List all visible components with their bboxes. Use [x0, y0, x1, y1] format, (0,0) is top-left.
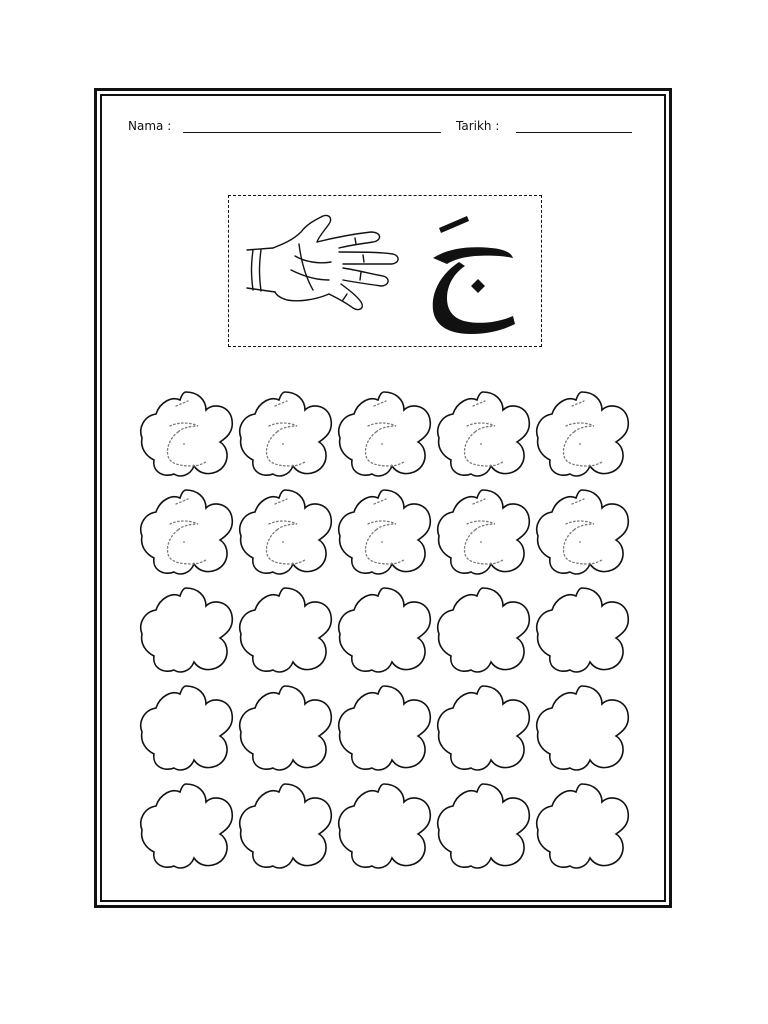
- flower-cell[interactable]: [339, 686, 431, 770]
- flower-cell[interactable]: [240, 686, 332, 770]
- name-field[interactable]: [183, 132, 441, 133]
- flower-cell[interactable]: [141, 588, 233, 672]
- flower-cell[interactable]: [537, 490, 629, 574]
- flower-cell[interactable]: [537, 392, 629, 476]
- flower-cell[interactable]: [339, 784, 431, 868]
- flower-cell[interactable]: [438, 490, 530, 574]
- flower-cell[interactable]: [438, 784, 530, 868]
- flower-cell[interactable]: [240, 588, 332, 672]
- flower-cell[interactable]: [141, 392, 233, 476]
- date-label: Tarikh :: [456, 119, 500, 133]
- flower-cell[interactable]: [339, 392, 431, 476]
- flower-cell[interactable]: [537, 686, 629, 770]
- flower-grid: [136, 386, 630, 876]
- flower-cell[interactable]: [537, 784, 629, 868]
- flower-cell[interactable]: [240, 490, 332, 574]
- letter-display-box: [228, 195, 542, 347]
- worksheet-header: [128, 117, 638, 137]
- flower-cell[interactable]: [240, 784, 332, 868]
- flower-cell[interactable]: [141, 784, 233, 868]
- flower-cell[interactable]: [339, 588, 431, 672]
- date-field[interactable]: [516, 132, 632, 133]
- hand-icon: [243, 210, 403, 330]
- name-label: Nama :: [128, 119, 172, 133]
- letter-jim-illustration: [419, 202, 529, 342]
- flower-cell[interactable]: [339, 490, 431, 574]
- flower-cell[interactable]: [141, 686, 233, 770]
- flower-cell[interactable]: [438, 686, 530, 770]
- flower-cell[interactable]: [438, 392, 530, 476]
- flower-cell[interactable]: [537, 588, 629, 672]
- flower-cell[interactable]: [240, 392, 332, 476]
- flower-cell[interactable]: [141, 490, 233, 574]
- flower-cell[interactable]: [438, 588, 530, 672]
